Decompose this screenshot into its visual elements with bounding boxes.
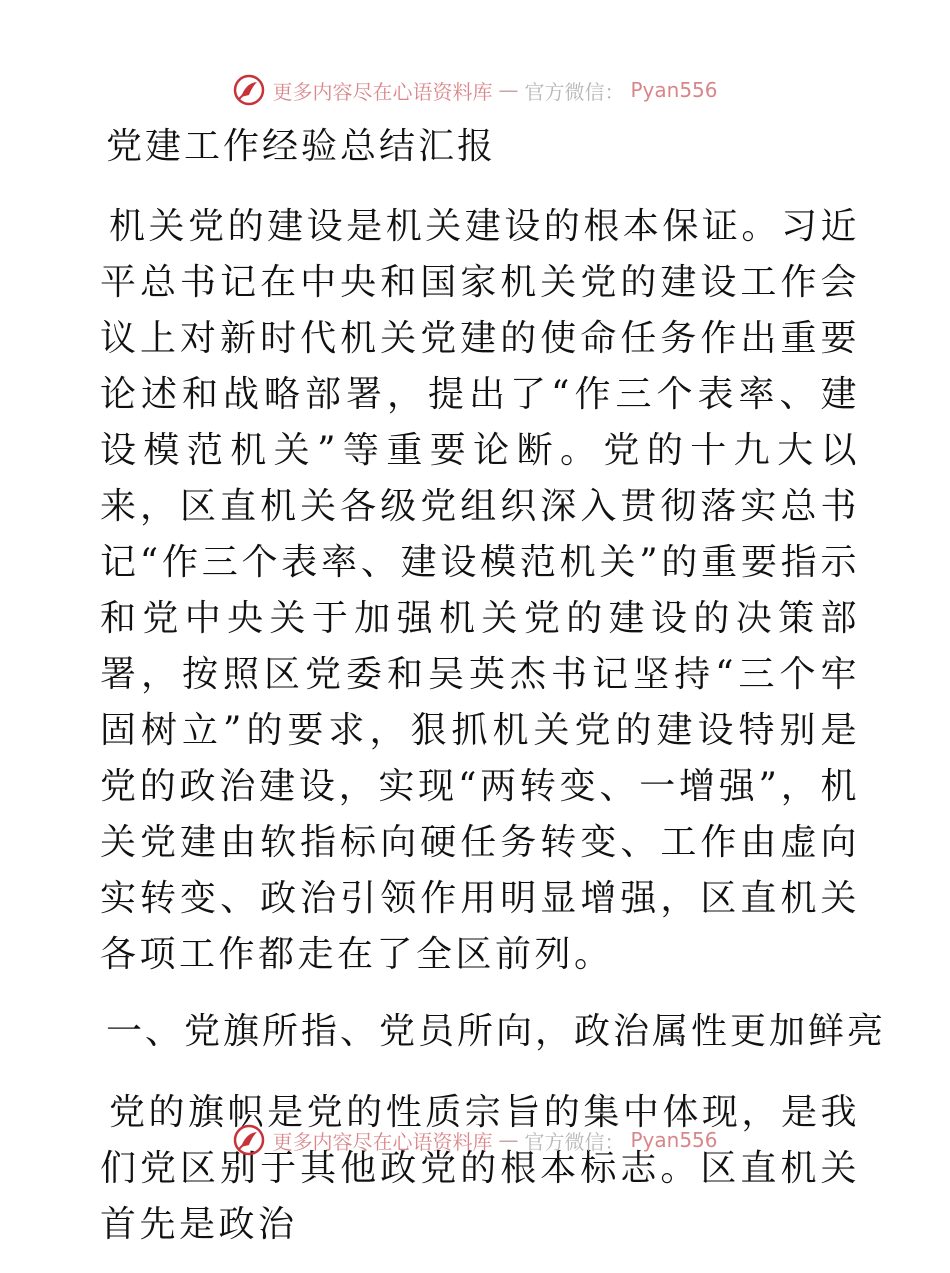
document-body xyxy=(100,125,887,1273)
paragraph-section-1: 党的旗帜是党的性质宗旨的集中体现，是我们党区别于其他政党的根本标志。区直机关首先是政治 xyxy=(100,1092,860,1245)
watermark-brand-text: 更多内容尽在心语资料库 xyxy=(272,79,493,104)
paragraph-intro: 机关党的建设是机关建设的根本保证。习近平总书记在中央和国家机关党的建设工作会议上对新时代机关党建的使命任务作出重要论述和战略部署，提出了“作三个表率、建设模范机关”等重要论断。党的十九大以来，区直机关各级党组织深入贯彻落实总书记“作三个表率、建设模范机关”的重要指示和党中央关于加强机关党的建设的决策部署，按照区党委和吴英杰书记坚持“三个牢固树立”的要求，狠抓机关党的建设特别是党的政治建设，实现“两转变、一增强”，机关党建由软指标向硬任务转变、工作由虚向实转变、政治引领作用明显增强，区直机关各项工作都走在了全区前列。 xyxy=(100,206,860,975)
watermark-official-label: 官方微信： xyxy=(524,79,625,104)
document-title: 党建工作经验总结汇报 xyxy=(106,126,497,167)
watermark-separator: — xyxy=(498,1128,519,1152)
watermark-wechat-id: Pyan556 xyxy=(630,78,718,102)
section-heading-1: 一、党旗所指、党员所向，政治属性更加鲜亮 xyxy=(106,1011,887,1052)
watermark-separator: — xyxy=(498,78,519,102)
watermark-header xyxy=(0,70,950,110)
brand-logo-icon xyxy=(232,1123,266,1157)
watermark-footer xyxy=(0,1120,950,1160)
watermark-brand-text: 更多内容尽在心语资料库 xyxy=(272,1129,493,1154)
brand-logo-icon xyxy=(232,73,266,107)
watermark-wechat-id: Pyan556 xyxy=(630,1128,718,1152)
watermark-official-label: 官方微信： xyxy=(524,1129,625,1154)
